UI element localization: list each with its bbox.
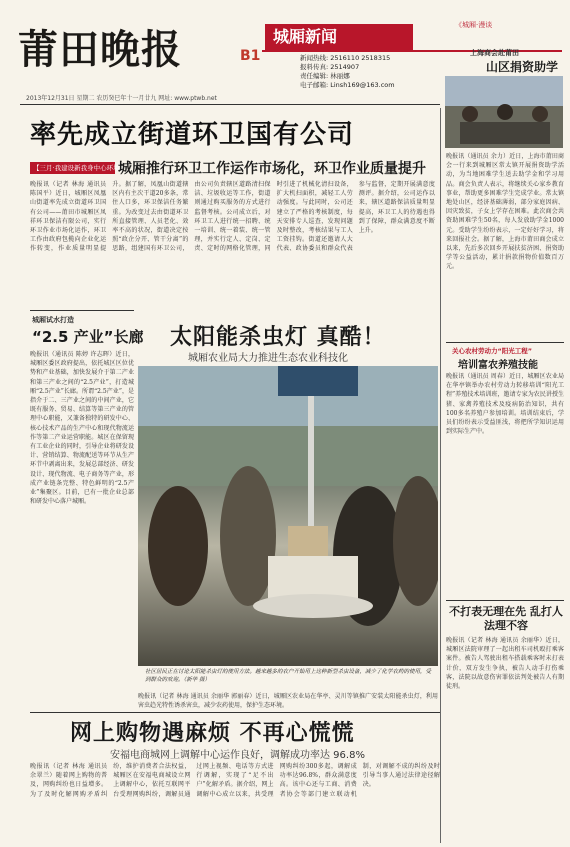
left-headline: “2.5 产业”长廊 bbox=[32, 328, 144, 346]
right-body: 晚报讯（通讯员 余力）近日，上海市莆田商会一行来到城厢区常太镇开展捐资助学活动，为当地困难学生送去助学金和学习用品。商会负责人表示，将继续关心家乡教育事业，帮助更多困难学生完成学业。常太镇地处山区，经济基础薄弱，部分家庭因病、因灾致贫，子女上学存在困难。此次商会共资助困难学生50名，每人发放助学金1000元。受助学生纷纷表示，一定好好学习，将来回报社会。据了解，上海市莆田商会成立以来，先后多次回乡开展扶贫济困、捐资助学等公益活动，累计捐款捐物价值数百万元。 bbox=[446, 153, 564, 271]
sun-headline: 太阳能杀虫灯 真酷！ bbox=[170, 325, 386, 350]
photo-illustration bbox=[445, 76, 563, 148]
right-kicker-2: 关心农村劳动力“阳光工程” bbox=[452, 347, 533, 355]
sun-body: 晚报讯（记者 林海 通讯员 余丽华 郭丽春）近日，城厢区农业局在华亭、灵川等镇推广安装太阳能杀虫灯，利用害虫趋光特性诱杀害虫，减少农药使用，保护生态环境。 bbox=[138, 693, 438, 710]
divider bbox=[446, 600, 564, 601]
contact-info bbox=[300, 54, 395, 90]
divider bbox=[446, 342, 564, 343]
info-line: 报料传真: 2514907 bbox=[300, 63, 360, 71]
lead-headline: 率先成立街道环卫国有公司 bbox=[30, 120, 355, 150]
right-kicker: 上海商会赴莆田 bbox=[470, 49, 519, 57]
photo-caption: 社区居民正在讨论太阳能杀虫灯的使用方法。越来越多的农户开始用上这种新型杀虫设备，减少了化学农药的使用，受到群众的欢迎。（新华 摄） bbox=[145, 669, 432, 683]
divider bbox=[30, 712, 440, 713]
dateline: 2013年12月31日 星期二 农历癸巳年十一月廿九 网址: www.ptwb.net bbox=[26, 95, 217, 102]
lead-subtitle: 城厢推行环卫工作运作市场化，环卫作业质量提升 bbox=[118, 161, 426, 177]
divider bbox=[20, 104, 440, 105]
photo-illustration bbox=[138, 366, 438, 666]
newspaper-logo: 莆田晚报 bbox=[18, 26, 182, 73]
info-line: 新闻热线: 2516110 2518315 bbox=[300, 54, 391, 62]
right-body-3: 晚报讯（记者 林海 通讯员 余丽华）近日，城厢区法院审理了一起出租车司机殴打乘客案件。被告人驾驶出租车搭载乘客时未打表计价，双方发生争执，被告人动手打伤乘客，法院以故意伤害罪依法判处被告人有期徒刑。 bbox=[446, 637, 564, 691]
page-number: B1 bbox=[240, 48, 261, 64]
section-title: 城厢新闻 bbox=[265, 24, 413, 50]
sun-subtitle: 城厢农业局大力推进生态农业科技化 bbox=[188, 353, 348, 364]
left-body: 晚报讯（通讯员 陈婷 许志晖）近日，城厢区委区政府提出，依托城区区位优势和产业基础，加快发展介于第二产业和第三产业之间的“2.5产业”，打造城厢“2.5产业”长廊。所谓“2.5产业”，是指介于二、三产业之间的中间产业，它既有服务、贸易、结算等第三产业的管理中心职能，又兼备独特的研发中心、核心技术产品的生产中心和现代物流运作等第二产业运营职能。城区在保留现有工业企业的同时，引导企业将研发设计、营销结算、物流配送等环节从生产环节中剥离出来，发展总部经济、研发设计、现代物流、电子商务等产业，形成产业链条完整、特色鲜明的“2.5产业”集聚区。目前，已有一批企业总部和研发中心落户城厢。 bbox=[30, 351, 134, 506]
lead-body: 晚报讯（记者 林海 通讯员 陈国平）近日，城厢区凤凰山街道率先成立街道环卫国有公司——莆田市城厢区凤祥环卫保洁有限公司，实行环卫作业市场化运作，环卫工作由政府包揽向企业化运作转变，作业质量明显提升。据了解，凤凰山街道辖区内有主次干道20多条，常住人口多，环卫保洁任务繁重。为改变过去由街道环卫所直接管理、人员老化、效率不高的状况，街道决定按照“政企分开、管干分离”的思路，组建国有环卫公司，由公司负责辖区道路清扫保洁、垃圾收运等工作，街道则通过购买服务的方式进行监督考核。公司成立后，对环卫工人进行统一招聘、统一培训、统一着装、统一管理，并实行定人、定岗、定责、定时的网格化管理，同时引进了机械化清扫设备，扩大机扫面积，减轻工人劳动强度。与此同时，公司还建立了严格的考核制度，每天安排专人巡查，发现问题及时整改，考核结果与工人工资挂钩。街道还邀请人大代表、政协委员和群众代表参与监督，定期开展满意度测评。据介绍，公司运作以来，辖区道路保洁质量明显提高，环卫工人的待遇也得到了保障，群众满意度不断上升。 bbox=[30, 181, 435, 253]
info-line: 电子邮箱: Linsh169@163.com bbox=[300, 81, 395, 89]
right-headline-3: 不打表无理在先 乱打人法理不容 bbox=[449, 605, 563, 632]
section-tag: 《城厢·漫谈 bbox=[455, 21, 493, 29]
right-headline: 山区捐资助学 bbox=[486, 60, 559, 74]
right-headline-2: 培训富农养殖技能 bbox=[458, 360, 538, 371]
left-kicker: 城厢试水打造 bbox=[32, 316, 74, 324]
column-rule bbox=[440, 108, 441, 843]
bottom-body: 晚报讯（记者 林海 通讯员 余翠兰）随着网上购物的普及，网购纠纷也日益增多。为了及时化解网购矛盾纠纷，维护消费者合法权益，城厢区在安福电商城设立网上调解中心，依托互联网平台受理网购纠纷，调解员通过网上视频、电话等方式进行调解，实现了“足不出户”化解矛盾。据介绍，网上调解中心成立以来，共受理网购纠纷300多起，调解成功率达96.8%，群众满意度高。该中心还与工商、消费者协会等部门建立联动机制，对调解不成的纠纷及时引导当事人通过法律途径解决。 bbox=[30, 763, 440, 798]
bottom-subtitle: 安福电商城网上调解中心运作良好，调解成功率达 96.8% bbox=[110, 750, 365, 761]
charity-photo bbox=[445, 76, 563, 148]
sun-lamp-photo bbox=[138, 366, 438, 666]
info-line: 责任编辑: 林丽娜 bbox=[300, 72, 350, 80]
bottom-headline: 网上购物遇麻烦 不再心慌慌 bbox=[70, 721, 355, 746]
right-body-2: 晚报讯（通讯员 周春）近日，城厢区农业局在华亭镇举办农村劳动力转移培训“阳光工程”养殖技术培训班，邀请专家为农民讲授生猪、家禽养殖技术及疫病防治知识，共有100多名养殖户参加培训。培训结束后，学员们纷纷表示受益匪浅，将把所学知识运用到实际生产中。 bbox=[446, 373, 564, 436]
lead-kicker: 【三月·我建设新我身中心环境】 bbox=[30, 162, 115, 174]
divider bbox=[30, 310, 134, 311]
